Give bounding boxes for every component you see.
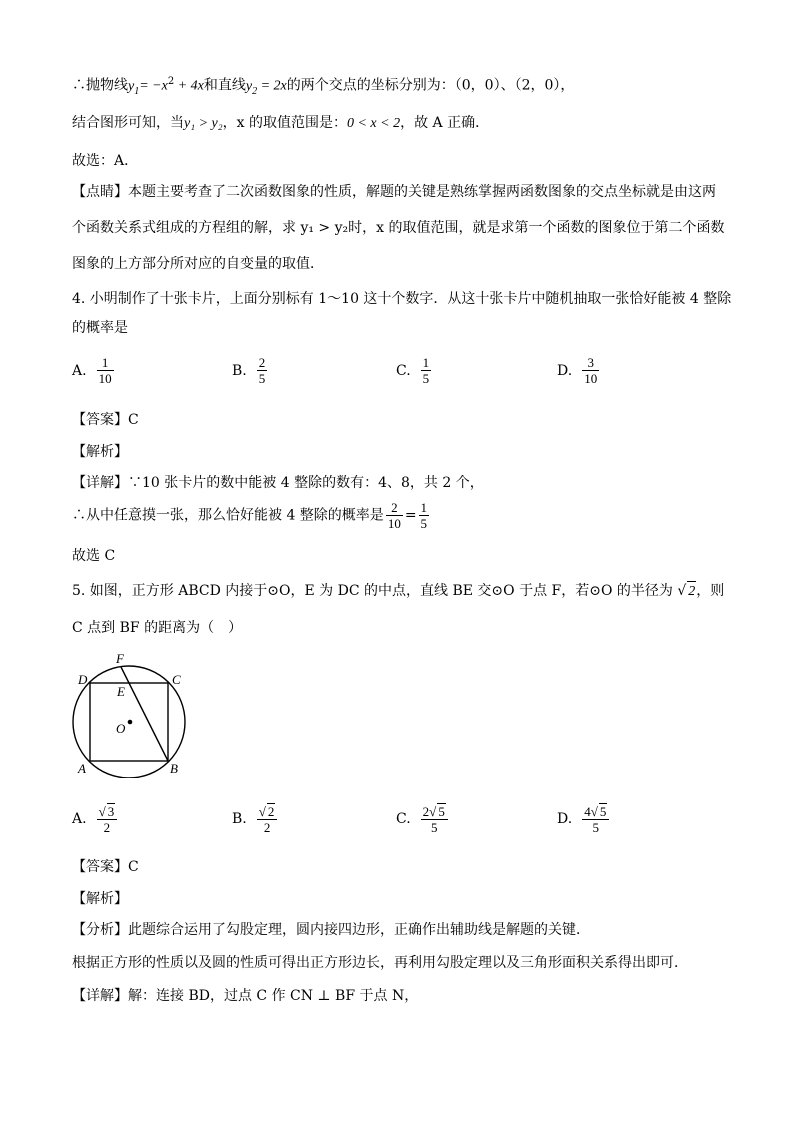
question-4-line-1: 4. 小明制作了十张卡片，上面分别标有 1～10 这十个数字．从这十张卡片中随机抽取一张恰好能被 4 整除 — [72, 291, 732, 307]
radius-value: 2 — [687, 581, 696, 602]
q5-option-c — [396, 803, 450, 835]
equals: = — [404, 507, 417, 524]
q4-option-d — [557, 355, 601, 386]
q4-option-b — [232, 355, 269, 386]
fraction: $\frac{1}{10}$ — [98, 355, 112, 386]
q4-option-a — [72, 355, 116, 386]
text: 5. 如图，正方形 ABCD 内接于⊙O，E 为 DC 的中点，直线 BE 交⊙O 于点 F，若⊙O 的半径为 — [72, 583, 673, 599]
line-bf — [121, 667, 168, 761]
fraction: $\frac{1}{5}$ — [422, 355, 430, 386]
q4-answer: 【答案】C — [72, 412, 139, 428]
exponent: 2 — [167, 76, 175, 87]
option-label: D. — [557, 362, 573, 379]
text: ，x 的取值范围是： — [222, 115, 347, 131]
note-line-2: 个函数关系式组成的方程组的解，求 y₁ > y₂时，x 的取值范围，就是求第一个函数的图象位于第二个函数 — [72, 220, 725, 236]
q5-answer: 【答案】C — [72, 859, 139, 875]
q4-select: 故选 C — [72, 548, 116, 564]
q5-analysis-line-2: 根据正方形的性质以及圆的性质可得出正方形边长，再利用勾股定理以及三角形面积关系得出即可． — [72, 955, 688, 971]
q5-analysis-heading: 【解析】 — [72, 891, 128, 907]
label-e: E — [117, 684, 125, 699]
option-label: A. — [72, 362, 87, 379]
label-a: A — [78, 761, 86, 776]
note-line-3: 图象的上方部分所对应的自变量的取值． — [72, 256, 324, 272]
fraction: $\frac{2}{5}$ — [258, 355, 266, 386]
expr-line: = 2x — [257, 78, 287, 94]
text: 结合图形可知，当 — [72, 115, 184, 131]
fraction: $\frac{√ 2}{2}$ — [257, 803, 278, 835]
select-answer-3: 故选：A． — [72, 153, 139, 169]
solution-line-2 — [72, 113, 489, 134]
q5-analysis-line-1: 【分析】此题综合运用了勾股定理，圆内接四边形，正确作出辅助线是解题的关键． — [72, 922, 590, 938]
text: ，故 A 正确． — [400, 115, 490, 131]
text: 的两个交点的坐标分别为：（0，0）、（2，0）， — [286, 77, 575, 94]
fraction: $\frac{√ 3}{2}$ — [97, 803, 118, 835]
question-5-line-2: C 点到 BF 的距离为（ ） — [72, 620, 243, 636]
label-d: D — [78, 672, 88, 687]
q5-option-a — [72, 803, 119, 835]
note-line-1: 【点睛】本题主要考查了二次函数图象的性质，解题的关键是熟练掌握两函数图象的交点坐标就是由这两 — [72, 184, 716, 200]
q4-analysis-heading: 【解析】 — [72, 444, 128, 460]
label-o: O — [116, 721, 126, 736]
expr-parabola: = −x — [139, 78, 168, 94]
question-4-line-2: 的概率是 — [72, 320, 128, 336]
label-f: F — [116, 651, 124, 666]
circle-square-figure — [66, 648, 196, 778]
text: 和直线 — [203, 77, 246, 94]
option-label: A. — [72, 811, 87, 827]
q4-detail-line-2 — [72, 500, 431, 531]
solution-line-1 — [72, 72, 574, 101]
label-c: C — [172, 672, 181, 687]
center-dot — [128, 720, 133, 725]
fraction: $\frac{2}{10}$ — [387, 500, 401, 531]
label-b: B — [170, 761, 178, 776]
text: ∴从中任意摸一张，那么恰好能被 4 整除的概率是 — [72, 507, 384, 524]
q5-detail-line-1: 【详解】解：连接 BD，过点 C 作 CN ⊥ BF 于点 N， — [72, 988, 419, 1004]
q5-option-d — [557, 803, 611, 835]
var-y2: $y_2$ — [245, 78, 258, 97]
expr-range: 0 < x < 2 — [346, 116, 401, 131]
q5-option-b — [232, 803, 279, 835]
fraction: $\frac{4√ 5}{5}$ — [582, 803, 609, 835]
expr-inequality: y₁ > y₂ — [184, 116, 223, 131]
q4-option-c — [396, 355, 433, 386]
fraction: $\frac{1}{5}$ — [420, 500, 428, 531]
option-label: B. — [232, 811, 247, 827]
fraction: $\frac{2√ 5}{5}$ — [421, 803, 448, 835]
text: ∴抛物线 — [72, 77, 128, 94]
q4-detail-line-1: 【详解】∵10 张卡片的数中能被 4 整除的数有：4、8，共 2 个， — [72, 475, 484, 491]
option-label: B. — [232, 362, 247, 379]
option-label: C. — [396, 362, 411, 379]
fraction: $\frac{3}{10}$ — [584, 355, 598, 386]
option-label: D. — [557, 811, 573, 827]
var-y1: $y_1$ — [128, 78, 140, 97]
question-5-line-1: 5. 如图，正方形 ABCD 内接于⊙O，E 为 DC 的中点，直线 BE 交⊙O 于点 F，若⊙O 的半径为 √ 2，则 — [72, 581, 724, 602]
option-label: C. — [396, 811, 411, 827]
text: ，则 — [696, 583, 725, 599]
expr-term: + 4x — [174, 78, 204, 94]
